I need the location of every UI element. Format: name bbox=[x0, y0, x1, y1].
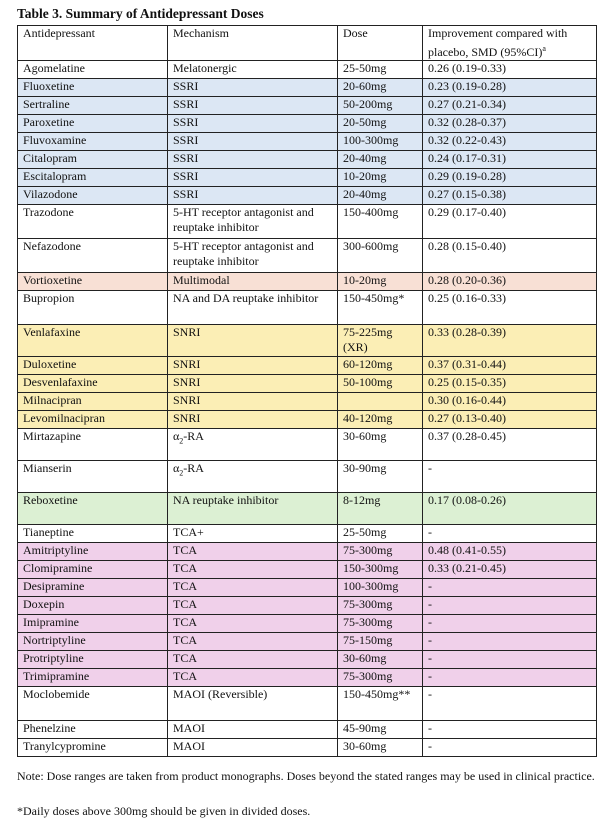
table-row bbox=[18, 97, 597, 115]
drug-name: Amitriptyline bbox=[18, 543, 168, 561]
mechanism bbox=[168, 429, 338, 461]
drug-name: Desipramine bbox=[18, 579, 168, 597]
improvement-smd: 0.30 (0.16-0.44) bbox=[423, 393, 597, 411]
dose-range: 30-90mg bbox=[338, 461, 423, 493]
table-body bbox=[18, 26, 597, 757]
drug-name: Imipramine bbox=[18, 615, 168, 633]
mechanism: Melatonergic bbox=[168, 61, 338, 79]
mechanism: MAOI bbox=[168, 721, 338, 739]
mechanism: SSRI bbox=[168, 133, 338, 151]
drug-name: Nortriptyline bbox=[18, 633, 168, 651]
table-row bbox=[18, 615, 597, 633]
mechanism-subscript: 2 bbox=[179, 468, 184, 478]
dose-range: 75-300mg bbox=[338, 615, 423, 633]
improvement-smd: - bbox=[423, 597, 597, 615]
dose-range: 100-300mg bbox=[338, 579, 423, 597]
dose-range: 75-300mg bbox=[338, 669, 423, 687]
mechanism-tail: -RA bbox=[183, 461, 204, 475]
table-row bbox=[18, 721, 597, 739]
improvement-smd: - bbox=[423, 579, 597, 597]
table-row bbox=[18, 429, 597, 461]
mechanism: MAOI bbox=[168, 739, 338, 757]
header-antidepressant: Antidepressant bbox=[18, 26, 168, 61]
mechanism: TCA bbox=[168, 561, 338, 579]
drug-name: Nefazodone bbox=[18, 239, 168, 273]
mechanism-alpha: α bbox=[173, 461, 180, 475]
dose-range: 50-100mg bbox=[338, 375, 423, 393]
mechanism: SSRI bbox=[168, 169, 338, 187]
mechanism: SSRI bbox=[168, 115, 338, 133]
table-row bbox=[18, 357, 597, 375]
header-row bbox=[18, 26, 597, 61]
dose-range: 20-40mg bbox=[338, 151, 423, 169]
drug-name: Agomelatine bbox=[18, 61, 168, 79]
dose-range: 20-50mg bbox=[338, 115, 423, 133]
table-row bbox=[18, 579, 597, 597]
dose-range: 30-60mg bbox=[338, 739, 423, 757]
drug-name: Trimipramine bbox=[18, 669, 168, 687]
header-mechanism: Mechanism bbox=[168, 26, 338, 61]
mechanism: TCA bbox=[168, 651, 338, 669]
drug-name: Milnacipran bbox=[18, 393, 168, 411]
mechanism bbox=[168, 461, 338, 493]
improvement-smd: - bbox=[423, 721, 597, 739]
header-improvement bbox=[423, 26, 597, 61]
improvement-smd: 0.26 (0.19-0.33) bbox=[423, 61, 597, 79]
table-row bbox=[18, 651, 597, 669]
table-row bbox=[18, 187, 597, 205]
table-row bbox=[18, 411, 597, 429]
mechanism: NA and DA reuptake inhibitor bbox=[168, 291, 338, 325]
drug-name: Mirtazapine bbox=[18, 429, 168, 461]
mechanism: SSRI bbox=[168, 151, 338, 169]
note-divided-doses: *Daily doses above 300mg should be given in divided doses. bbox=[17, 804, 311, 818]
dose-range: 25-50mg bbox=[338, 61, 423, 79]
improvement-smd: - bbox=[423, 739, 597, 757]
table-row bbox=[18, 239, 597, 273]
improvement-smd: - bbox=[423, 669, 597, 687]
mechanism: TCA bbox=[168, 633, 338, 651]
mechanism: SNRI bbox=[168, 411, 338, 429]
mechanism: TCA+ bbox=[168, 525, 338, 543]
mechanism: SSRI bbox=[168, 187, 338, 205]
table-row bbox=[18, 205, 597, 239]
dose-range: 30-60mg bbox=[338, 429, 423, 461]
drug-name: Clomipramine bbox=[18, 561, 168, 579]
dose-range: 150-450mg** bbox=[338, 687, 423, 721]
drug-name: Protriptyline bbox=[18, 651, 168, 669]
table-row bbox=[18, 291, 597, 325]
improvement-smd: 0.37 (0.31-0.44) bbox=[423, 357, 597, 375]
table-row bbox=[18, 739, 597, 757]
improvement-smd: 0.27 (0.13-0.40) bbox=[423, 411, 597, 429]
improvement-smd: - bbox=[423, 687, 597, 721]
drug-name: Vilazodone bbox=[18, 187, 168, 205]
drug-name: Vortioxetine bbox=[18, 273, 168, 291]
mechanism: TCA bbox=[168, 597, 338, 615]
header-improvement-text: Improvement compared with placebo, SMD (95%CI) bbox=[428, 26, 568, 59]
mechanism-alpha: α bbox=[173, 429, 180, 443]
improvement-smd: 0.28 (0.20-0.36) bbox=[423, 273, 597, 291]
improvement-smd: 0.32 (0.28-0.37) bbox=[423, 115, 597, 133]
improvement-smd: 0.32 (0.22-0.43) bbox=[423, 133, 597, 151]
dose-range: 20-60mg bbox=[338, 79, 423, 97]
improvement-smd: 0.17 (0.08-0.26) bbox=[423, 493, 597, 525]
improvement-smd: - bbox=[423, 651, 597, 669]
improvement-smd: 0.24 (0.17-0.31) bbox=[423, 151, 597, 169]
dose-range: 150-400mg bbox=[338, 205, 423, 239]
footnote-marker: a bbox=[542, 44, 546, 53]
mechanism: MAOI (Reversible) bbox=[168, 687, 338, 721]
table-row bbox=[18, 325, 597, 357]
improvement-smd: 0.25 (0.16-0.33) bbox=[423, 291, 597, 325]
drug-name: Venlafaxine bbox=[18, 325, 168, 357]
mechanism: 5-HT receptor antagonist and reuptake inhibitor bbox=[168, 205, 338, 239]
drug-name: Sertraline bbox=[18, 97, 168, 115]
drug-name: Mianserin bbox=[18, 461, 168, 493]
dose-range: 25-50mg bbox=[338, 525, 423, 543]
dose-range: 75-300mg bbox=[338, 543, 423, 561]
improvement-smd: - bbox=[423, 461, 597, 493]
drug-name: Reboxetine bbox=[18, 493, 168, 525]
table-row bbox=[18, 61, 597, 79]
drug-name: Citalopram bbox=[18, 151, 168, 169]
table-row bbox=[18, 79, 597, 97]
drug-name: Bupropion bbox=[18, 291, 168, 325]
mechanism: SNRI bbox=[168, 375, 338, 393]
drug-name: Fluoxetine bbox=[18, 79, 168, 97]
improvement-smd: 0.28 (0.15-0.40) bbox=[423, 239, 597, 273]
mechanism: 5-HT receptor antagonist and reuptake inhibitor bbox=[168, 239, 338, 273]
table-row bbox=[18, 525, 597, 543]
antidepressant-table bbox=[17, 25, 597, 757]
dose-range: 150-300mg bbox=[338, 561, 423, 579]
drug-name: Tianeptine bbox=[18, 525, 168, 543]
table-row bbox=[18, 169, 597, 187]
dose-range: 8-12mg bbox=[338, 493, 423, 525]
drug-name: Duloxetine bbox=[18, 357, 168, 375]
improvement-smd: - bbox=[423, 525, 597, 543]
drug-name: Tranylcypromine bbox=[18, 739, 168, 757]
drug-name: Trazodone bbox=[18, 205, 168, 239]
dose-range bbox=[338, 393, 423, 411]
dose-range: 150-450mg* bbox=[338, 291, 423, 325]
mechanism: TCA bbox=[168, 615, 338, 633]
dose-range: 75-150mg bbox=[338, 633, 423, 651]
drug-name: Doxepin bbox=[18, 597, 168, 615]
mechanism: TCA bbox=[168, 669, 338, 687]
table-row bbox=[18, 393, 597, 411]
mechanism: TCA bbox=[168, 543, 338, 561]
mechanism-subscript: 2 bbox=[179, 436, 184, 446]
table-row bbox=[18, 543, 597, 561]
drug-name: Paroxetine bbox=[18, 115, 168, 133]
drug-name: Desvenlafaxine bbox=[18, 375, 168, 393]
table-row bbox=[18, 273, 597, 291]
dose-range: 30-60mg bbox=[338, 651, 423, 669]
table-row bbox=[18, 597, 597, 615]
dose-range: 10-20mg bbox=[338, 169, 423, 187]
improvement-smd: 0.48 (0.41-0.55) bbox=[423, 543, 597, 561]
mechanism: SNRI bbox=[168, 325, 338, 357]
improvement-smd: 0.23 (0.19-0.28) bbox=[423, 79, 597, 97]
drug-name: Moclobemide bbox=[18, 687, 168, 721]
dose-range: 50-200mg bbox=[338, 97, 423, 115]
improvement-smd: - bbox=[423, 633, 597, 651]
mechanism: SNRI bbox=[168, 393, 338, 411]
drug-name: Phenelzine bbox=[18, 721, 168, 739]
mechanism: SSRI bbox=[168, 97, 338, 115]
mechanism: SSRI bbox=[168, 79, 338, 97]
dose-range: 75-300mg bbox=[338, 597, 423, 615]
header-dose: Dose bbox=[338, 26, 423, 61]
dose-range: 10-20mg bbox=[338, 273, 423, 291]
dose-range: 20-40mg bbox=[338, 187, 423, 205]
table-row bbox=[18, 493, 597, 525]
improvement-smd: 0.29 (0.17-0.40) bbox=[423, 205, 597, 239]
dose-range: 45-90mg bbox=[338, 721, 423, 739]
dose-range: 40-120mg bbox=[338, 411, 423, 429]
improvement-smd: 0.37 (0.28-0.45) bbox=[423, 429, 597, 461]
dose-range: 300-600mg bbox=[338, 239, 423, 273]
mechanism: SNRI bbox=[168, 357, 338, 375]
improvement-smd: 0.27 (0.15-0.38) bbox=[423, 187, 597, 205]
dose-range: 60-120mg bbox=[338, 357, 423, 375]
table-row bbox=[18, 133, 597, 151]
drug-name: Fluvoxamine bbox=[18, 133, 168, 151]
table-row bbox=[18, 375, 597, 393]
table-title: Table 3. Summary of Antidepressant Doses bbox=[17, 6, 264, 21]
mechanism: NA reuptake inhibitor bbox=[168, 493, 338, 525]
drug-name: Levomilnacipran bbox=[18, 411, 168, 429]
drug-name: Escitalopram bbox=[18, 169, 168, 187]
improvement-smd: 0.27 (0.21-0.34) bbox=[423, 97, 597, 115]
mechanism: TCA bbox=[168, 579, 338, 597]
dose-range: 75-225mg (XR) bbox=[338, 325, 423, 357]
table-row bbox=[18, 151, 597, 169]
table-row bbox=[18, 633, 597, 651]
table-row bbox=[18, 561, 597, 579]
mechanism: Multimodal bbox=[168, 273, 338, 291]
table-row bbox=[18, 687, 597, 721]
mechanism-tail: -RA bbox=[183, 429, 204, 443]
note-dose-ranges: Note: Dose ranges are taken from product monographs. Doses beyond the stated ranges may be used in clinical practice. bbox=[17, 769, 595, 783]
dose-range: 100-300mg bbox=[338, 133, 423, 151]
improvement-smd: - bbox=[423, 615, 597, 633]
table-row bbox=[18, 461, 597, 493]
improvement-smd: 0.29 (0.19-0.28) bbox=[423, 169, 597, 187]
table-row bbox=[18, 669, 597, 687]
table-row bbox=[18, 115, 597, 133]
improvement-smd: 0.33 (0.21-0.45) bbox=[423, 561, 597, 579]
improvement-smd: 0.25 (0.15-0.35) bbox=[423, 375, 597, 393]
improvement-smd: 0.33 (0.28-0.39) bbox=[423, 325, 597, 357]
